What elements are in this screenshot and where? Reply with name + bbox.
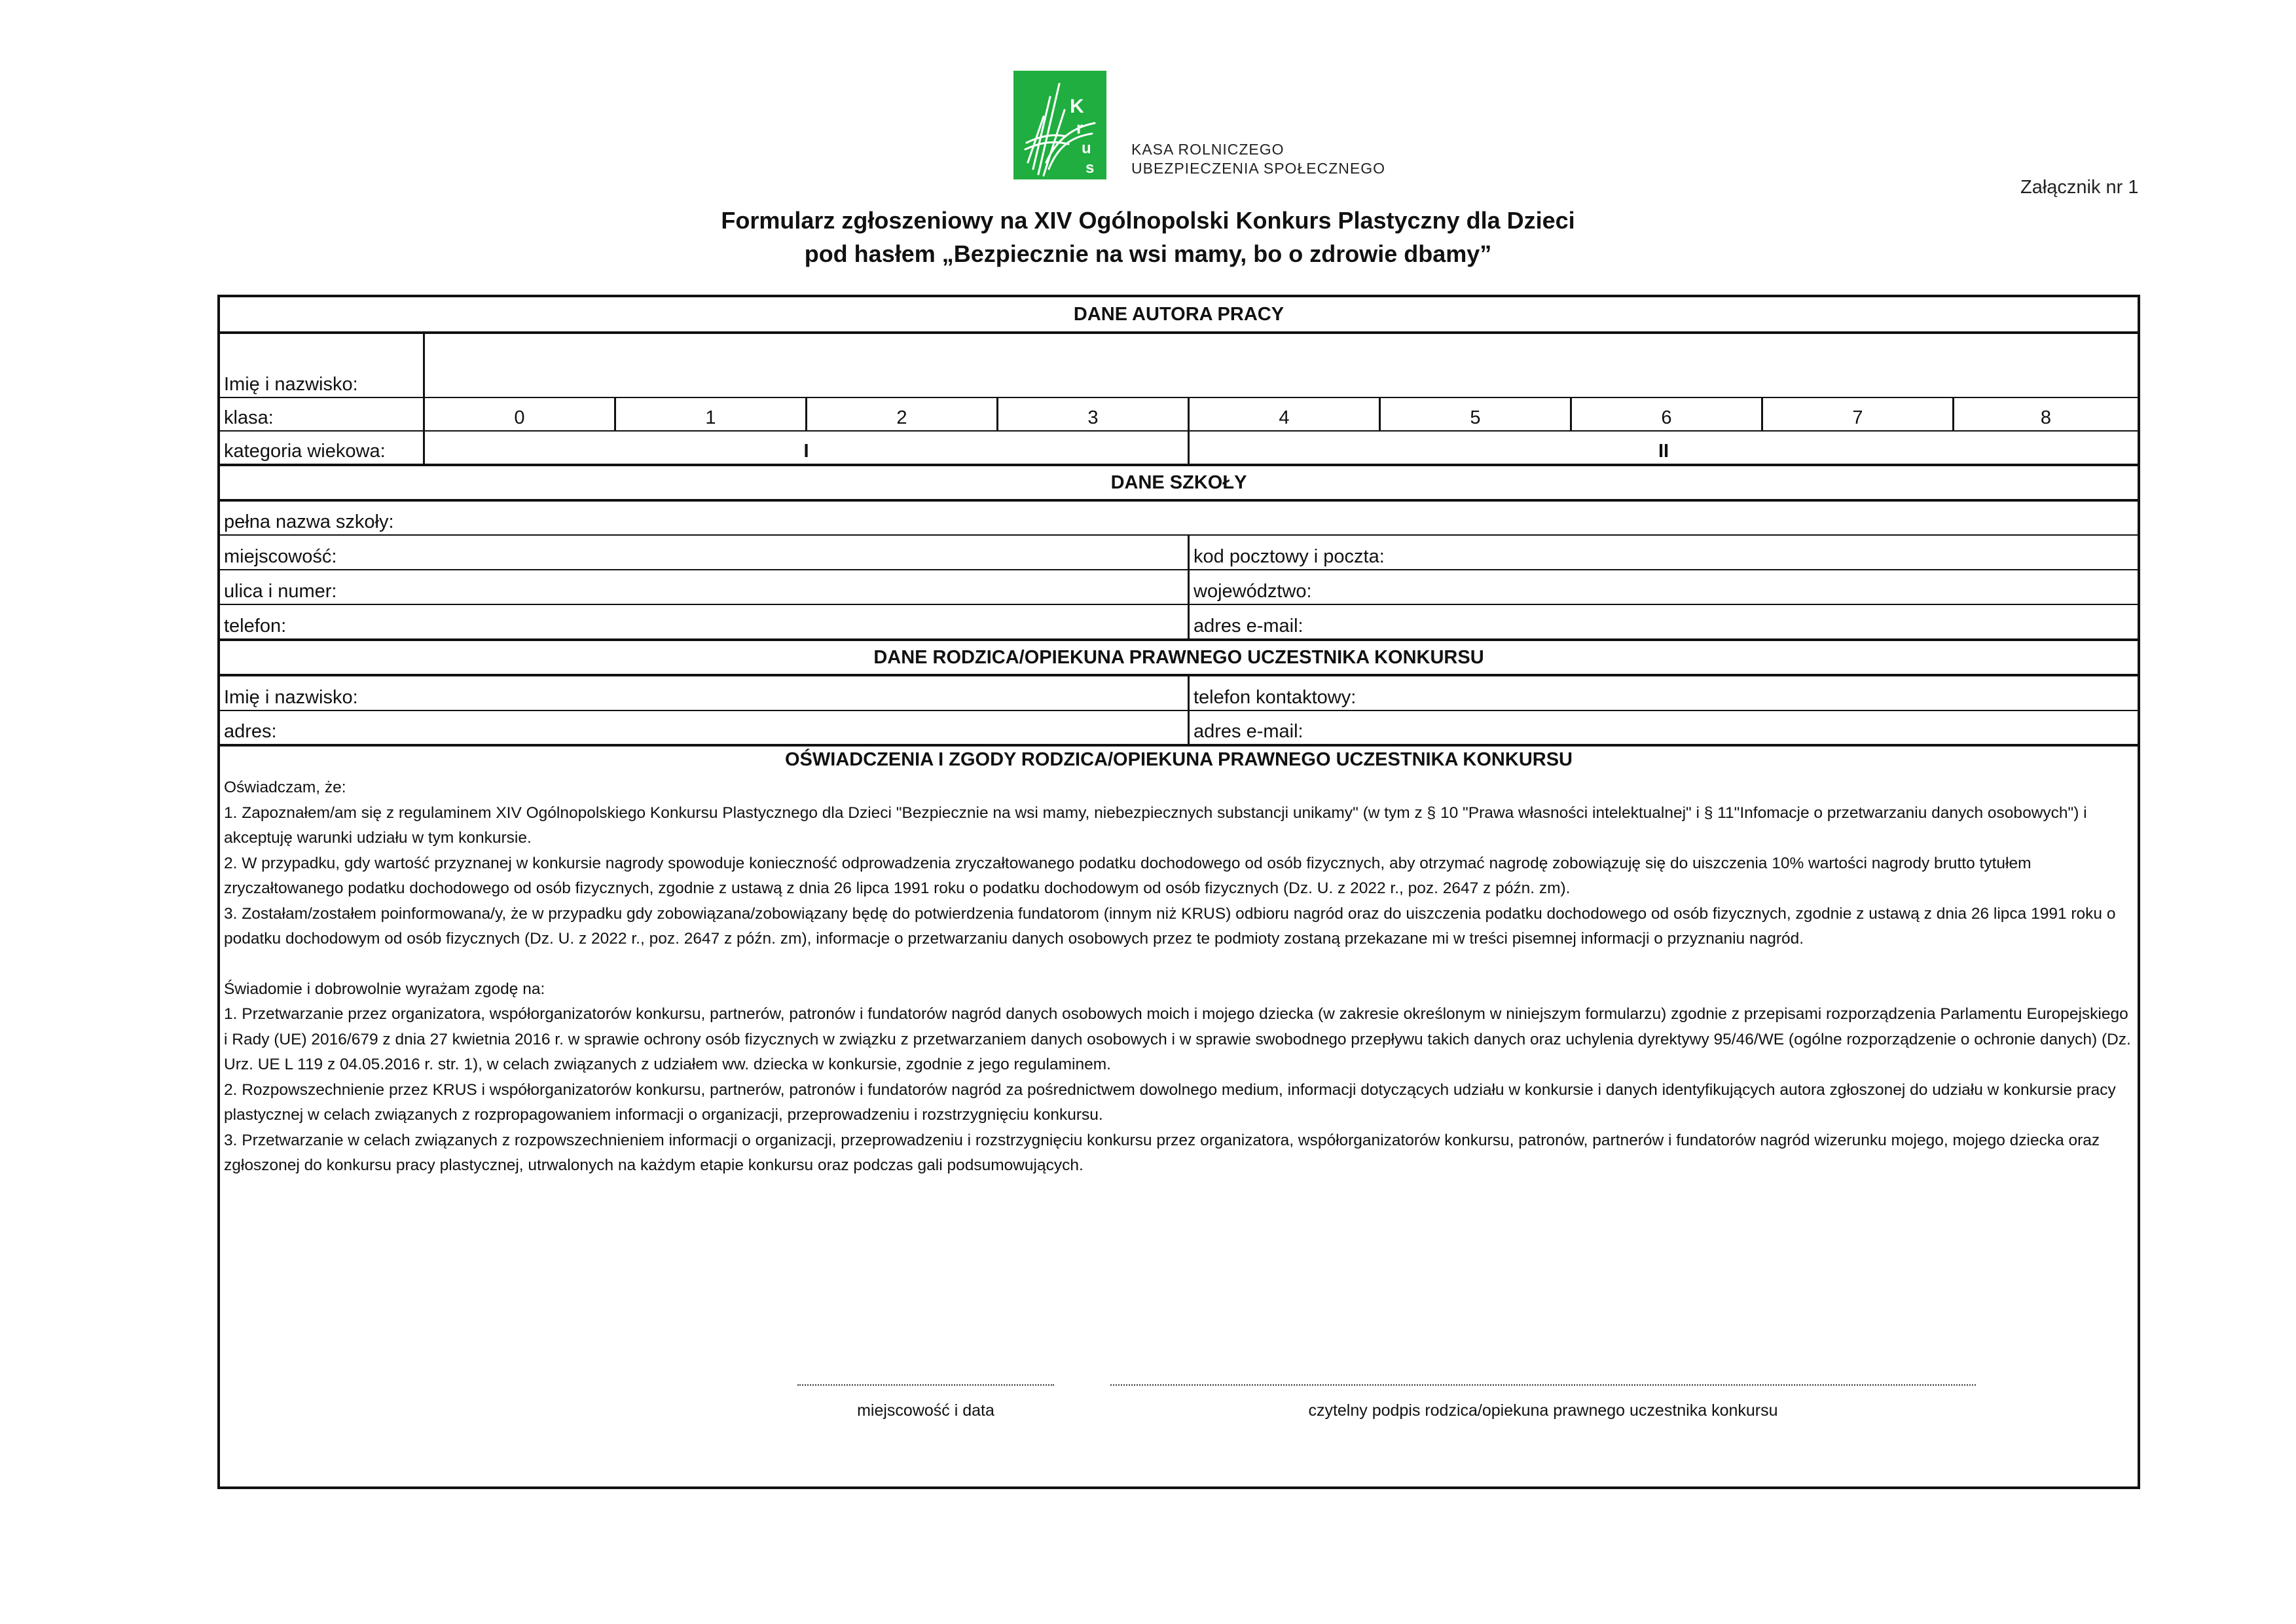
author-name-field[interactable] <box>423 334 2138 397</box>
annex-label: Załącznik nr 1 <box>2020 177 2139 198</box>
school-city-row <box>220 534 2138 569</box>
org-line-2: UBEZPIECZENIA SPOŁECZNEGO <box>1131 160 1385 177</box>
parent-address-row <box>220 710 2138 744</box>
parent-name-row <box>220 674 2138 710</box>
parent-email-field[interactable]: adres e-mail: <box>1188 711 2138 744</box>
org-line-1: KASA ROLNICZEGO <box>1131 141 1285 158</box>
class-row <box>220 397 2138 430</box>
declare-item-1: 1. Zapoznałem/am się z regulaminem XIV Ogólnopolskiego Konkursu Plastycznego dla Dzieci "Bezpiecznie na wsi mamy, niebezpiecznych substancji unikamy" (w tym z § 10 "Prawa własności intelektualnej" i § 11"Infomacje o przetwarzaniu danych osobowych") i akceptuję warunki udziału w tym konkursie. <box>224 803 2087 847</box>
svg-text:K: K <box>1070 96 1084 117</box>
signature-line[interactable] <box>1110 1384 1976 1386</box>
parent-section-header: DANE RODZICA/OPIEKUNA PRAWNEGO UCZESTNIKA KONKURSU <box>220 638 2138 674</box>
spacer <box>224 952 2131 977</box>
class-option-7[interactable]: 7 <box>1761 398 1952 430</box>
krus-logo-icon <box>1013 71 1106 179</box>
school-name-row[interactable] <box>220 499 2138 534</box>
class-option-8[interactable]: 8 <box>1952 398 2138 430</box>
declare-intro: Oświadczam, że: <box>224 779 346 796</box>
class-label: klasa: <box>224 407 274 428</box>
age-category-label: kategoria wiekowa: <box>224 441 386 462</box>
declare-item-2: 2. W przypadku, gdy wartość przyznanej w konkursie nagrody spowoduje konieczność odprowadzenia zryczałtowanego podatku dochodowego od osób fizycznych, aby otrzymać nagrodę zobowiązuję się do uiszczenia 10% wartości nagrody brutto tytułem zryczałtowanego podatku dochodowego od osób fizycznych, zgodnie z ustawą z dnia 26 lipca 1991 roku o podatku dochodowym od osób fizycznych (Dz. U. z 2022 r., poz. 2647 z późn. zm). <box>224 854 2032 897</box>
class-option-2[interactable]: 2 <box>805 398 996 430</box>
author-section-header: DANE AUTORA PRACY <box>1073 303 1285 325</box>
application-form <box>217 295 2140 1489</box>
school-phone-row <box>220 604 2138 638</box>
school-street-row <box>220 569 2138 604</box>
organization-name <box>1131 140 1385 178</box>
svg-text:s: s <box>1085 159 1095 177</box>
school-voivodeship-field[interactable]: województwo: <box>1188 570 2138 604</box>
declare-item-3: 3. Zostałam/zostałem poinformowana/y, że w przypadku gdy zobowiązana/zobowiązany będę do potwierdzenia fundatorom (innym niż KRUS) odbioru nagród oraz do uiszczenia podatku dochodowego od osób fizycznych, zgodnie z ustawą z dnia 26 lipca 1991 roku o podatku dochodowym od osób fizycznych (Dz. U. z 2022 r., poz. 2647 z późn. zm), informacje o przetwarzaniu danych osobowych przez te podmioty zostaną przekazane mi w treści pisemnej informacji o przyznaniu nagród. <box>224 904 2116 948</box>
author-name-row <box>220 331 2138 397</box>
form-title-line-2: pod hasłem „Bezpiecznie na wsi mamy, bo o zdrowie dbamy” <box>804 240 1492 267</box>
class-option-1[interactable]: 1 <box>614 398 805 430</box>
place-date-line[interactable] <box>797 1384 1054 1386</box>
author-name-label: Imię i nazwisko: <box>224 374 358 395</box>
krus-logo <box>1013 71 1106 179</box>
age-category-row <box>220 430 2138 464</box>
class-option-4[interactable]: 4 <box>1188 398 1379 430</box>
school-postal-field[interactable]: kod pocztowy i poczta: <box>1188 536 2138 569</box>
consent-item-3: 3. Przetwarzanie w celach związanych z rozpowszechnieniem informacji o organizacji, przeprowadzeniu i rozstrzygnięciu konkursu przez organizatora, współorganizatorów konkursu, patronów, partnerów i fundatorów nagród wizerunku mojego, mojego dziecka oraz zgłoszonej do konkursu pracy plastycznej, utrwalonych na każdym etapie konkursu oraz podczas gali podsumowujących. <box>224 1131 2100 1174</box>
age-category-2[interactable]: II <box>1188 432 2138 464</box>
school-phone-field[interactable]: telefon: <box>224 616 287 637</box>
class-option-3[interactable]: 3 <box>996 398 1188 430</box>
consent-intro: Świadomie i dobrowolnie wyrażam zgodę na: <box>224 980 545 998</box>
svg-text:r: r <box>1076 118 1084 138</box>
statements-text <box>224 775 2131 1179</box>
place-date-label: miejscowość i data <box>857 1401 994 1420</box>
statements-section-header: OŚWIADCZENIA I ZGODY RODZICA/OPIEKUNA PRAWNEGO UCZESTNIKA KONKURSU <box>785 748 1573 770</box>
school-street-field[interactable]: ulica i numer: <box>224 581 337 602</box>
signature-label: czytelny podpis rodzica/opiekuna prawnego uczestnika konkursu <box>1308 1401 1778 1420</box>
consent-item-2: 2. Rozpowszechnienie przez KRUS i współorganizatorów konkursu, partnerów, patronów i fundatorów nagród za pośrednictwem dowolnego medium, informacji dotyczących udziału w konkursie i danych identyfikujących autora zgłoszonej do udziału w konkursie pracy plastycznej w celach związanych z rozpropagowaniem informacji o organizacji, przeprowadzeniu i rozstrzygnięciu konkursu. <box>224 1080 2116 1124</box>
parent-name-field[interactable]: Imię i nazwisko: <box>224 687 358 708</box>
statements-section <box>220 744 2138 1486</box>
school-city-field[interactable]: miejscowość: <box>224 546 337 567</box>
school-section-header: DANE SZKOŁY <box>220 464 2138 499</box>
class-option-6[interactable]: 6 <box>1570 398 1761 430</box>
class-option-5[interactable]: 5 <box>1379 398 1570 430</box>
school-name-label: pełna nazwa szkoły: <box>224 511 394 532</box>
form-title-line-1: Formularz zgłoszeniowy na XIV Ogólnopolski Konkurs Plastyczny dla Dzieci <box>721 207 1575 234</box>
consent-item-1: 1. Przetwarzanie przez organizatora, współorganizatorów konkursu, partnerów, patronów i fundatorów nagród danych osobowych moich i mojego dziecka (w zakresie określonym w niniejszym formularzu) zgodnie z przepisami rozporządzenia Parlamentu Europejskiego i Rady (UE) 2016/679 z dnia 27 kwietnia 2016 r. w sprawie ochrony osób fizycznych w związku z przetwarzaniem danych osobowych i w sprawie swobodnego przepływu takich danych oraz uchylenia dyrektywy 95/46/WE (ogólne rozporządzenie o ochronie danych) (Dz. Urz. UE L 119 z 04.05.2016 r. str. 1), w celach związanych z udziałem ww. dziecka w konkursie, zgodnie z jego regulaminem. <box>224 1005 2131 1073</box>
class-option-0[interactable]: 0 <box>423 398 614 430</box>
age-category-1[interactable]: I <box>423 432 1188 464</box>
parent-phone-field[interactable]: telefon kontaktowy: <box>1188 676 2138 710</box>
parent-address-field[interactable]: adres: <box>224 721 277 742</box>
svg-text:u: u <box>1082 139 1091 157</box>
school-email-field[interactable]: adres e-mail: <box>1188 605 2138 638</box>
